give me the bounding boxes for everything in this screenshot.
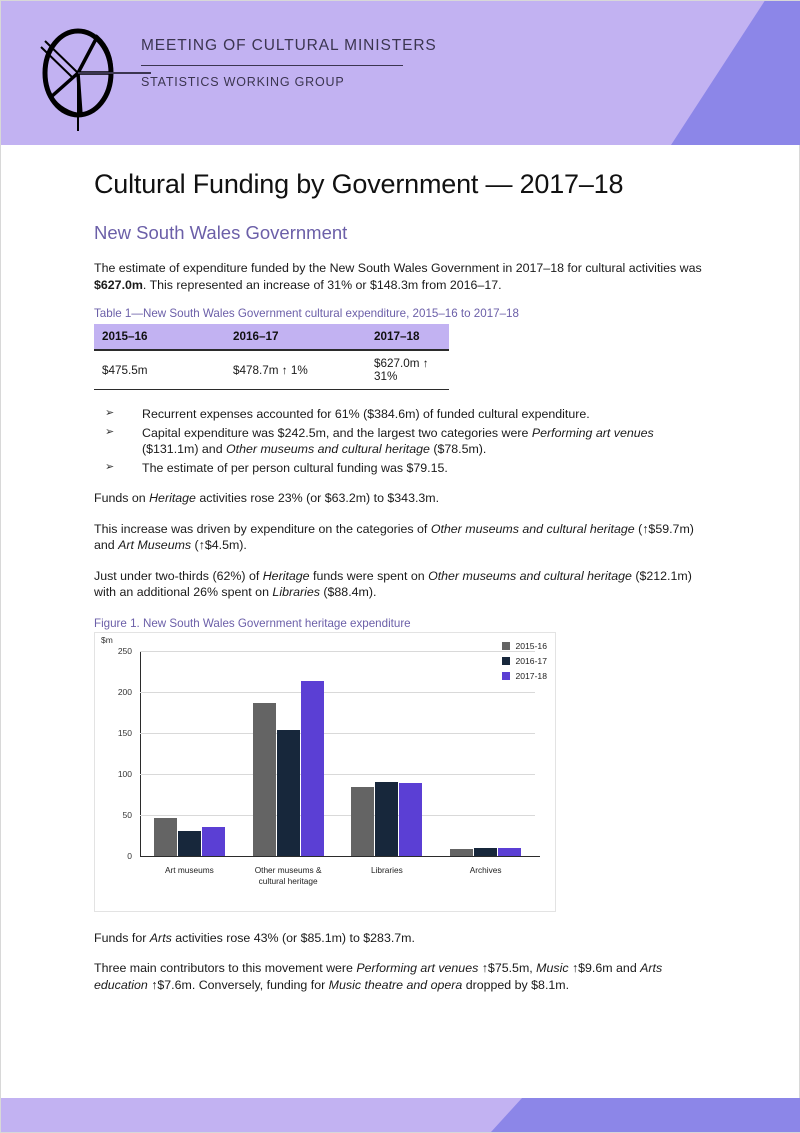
list-item	[94, 425, 708, 458]
chart-bar-group	[351, 782, 422, 856]
expenditure-table	[94, 324, 449, 390]
pre-chart-2-seg-0: Just under two-thirds (62%) of	[94, 568, 263, 583]
brand-line-statistics-working-group: STATISTICS WORKING GROUP	[141, 75, 345, 89]
table-cell-2016-17: $478.7m ↑ 1%	[225, 350, 366, 390]
chart-bar	[178, 831, 201, 856]
pre-chart-1-seg-2: (↑$59.7m) and	[94, 521, 694, 552]
chart-plot-area	[117, 645, 535, 886]
page-header	[1, 1, 800, 145]
organisation-branding	[141, 37, 561, 89]
pre-chart-0-seg-2: activities rose 23% (or $63.2m) to $343.3m.	[195, 491, 440, 505]
page-title: Cultural Funding by Government — 2017–18	[94, 169, 624, 199]
chart-x-tick-label: Archives	[469, 864, 502, 875]
bullet-arrow-icon: ➢	[105, 425, 115, 438]
pre-chart-paragraph	[94, 490, 708, 507]
chart-bar	[202, 827, 225, 856]
post-chart-1-seg-4: ↑$9.6m and	[568, 961, 641, 975]
pre-chart-paragraph	[94, 521, 708, 554]
brand-line-meeting-of-cultural-ministers: MEETING OF CULTURAL MINISTERS	[141, 37, 437, 54]
post-chart-1-seg-7: Music theatre and opera	[328, 977, 463, 992]
pre-chart-1-seg-1: Other museums and cultural heritage	[430, 521, 635, 536]
chart-x-tick-label: Art museums	[164, 864, 214, 875]
chart-y-tick-label: 200	[117, 686, 132, 697]
section-title: New South Wales Government	[94, 222, 348, 243]
post-chart-1-seg-5: Arts education	[94, 961, 663, 992]
chart-gridline	[140, 774, 535, 775]
header-diagonal-wedge	[671, 1, 800, 145]
chart-gridline	[140, 651, 535, 652]
chart-bar	[474, 848, 497, 855]
table-header-2016-17: 2016–17	[225, 324, 366, 350]
pre-chart-1-seg-4: (↑$4.5m).	[191, 538, 247, 552]
pre-chart-0-seg-1: Heritage	[149, 491, 196, 505]
pre-chart-2-seg-2: funds were spent on	[309, 568, 429, 583]
pre-chart-2-seg-6: ($88.4m).	[319, 585, 377, 599]
table-cell-2015-16: $475.5m	[94, 350, 225, 390]
post-chart-1-seg-8: dropped by $8.1m.	[462, 977, 570, 992]
post-chart-paragraph	[94, 930, 708, 947]
heritage-expenditure-chart	[94, 632, 556, 912]
chart-gridline	[140, 733, 535, 734]
pre-chart-0-seg-0: Funds on	[94, 491, 150, 505]
bullet-2-seg-0: The estimate of per person cultural funding was $79.15.	[142, 460, 448, 475]
legend-label: 2016-17	[515, 655, 547, 666]
bullet-1-seg-2: ($131.1m) and	[142, 442, 227, 456]
post-chart-1-seg-1: Performing art venues	[356, 961, 479, 975]
bullet-1-seg-3: Other museums and cultural heritage	[226, 442, 430, 456]
post-chart-1-seg-2: ↑$75.5m,	[478, 961, 537, 975]
chart-bar-group	[253, 681, 324, 856]
chart-bar	[498, 848, 521, 855]
pre-chart-2-seg-5: Libraries	[272, 585, 320, 599]
post-chart-1-seg-6: ↑$7.6m. Conversely, funding for	[147, 977, 329, 992]
chart-bar	[399, 783, 422, 856]
table-header-row	[94, 324, 449, 350]
list-item	[94, 460, 708, 477]
chart-x-tick-label: Libraries	[370, 864, 403, 875]
pre-chart-paragraphs	[94, 490, 708, 601]
post-chart-0-seg-2: activities rose 43% (or $85.1m) to $283.7m.	[171, 930, 415, 945]
post-chart-0-seg-1: Arts	[149, 930, 172, 945]
chart-gridline	[140, 692, 535, 693]
chart-legend-item	[502, 641, 547, 651]
bullet-1-seg-4: ($78.5m).	[429, 442, 487, 456]
intro-text-part2: . This represented an increase of 31% or $148.3m from 2016–17.	[142, 277, 502, 292]
pre-chart-1-seg-0: This increase was driven by expenditure on the categories of	[94, 521, 431, 536]
chart-y-tick-label: 100	[117, 768, 132, 779]
legend-label: 2017-18	[515, 670, 547, 681]
chart-y-axis	[140, 651, 141, 856]
chart-bar-group	[450, 848, 521, 855]
chart-y-axis-unit: $m	[101, 634, 113, 645]
chart-x-axis	[140, 856, 540, 858]
chart-y-tick-label: 50	[122, 809, 132, 820]
mcm-pie-chart-logo	[31, 23, 151, 133]
table-cell-2017-18: $627.0m ↑ 31%	[366, 350, 449, 390]
bullet-1-seg-1: Performing art venues	[531, 425, 654, 440]
chart-bar	[301, 681, 324, 856]
bullet-arrow-icon: ➢	[105, 460, 115, 473]
intro-highlight-amount: $627.0m	[94, 277, 143, 292]
legend-swatch-icon	[502, 642, 510, 650]
chart-gridline	[140, 815, 535, 816]
chart-x-tick-label: Other museums & cultural heritage	[254, 864, 322, 886]
chart-y-tick-label: 150	[117, 727, 132, 738]
legend-label: 2015-16	[515, 640, 547, 651]
figure-caption: Figure 1. New South Wales Government heritage expenditure	[94, 616, 411, 630]
post-chart-1-seg-0: Three main contributors to this movement were	[94, 961, 357, 975]
list-item	[94, 406, 708, 423]
pre-chart-2-seg-1: Heritage	[262, 568, 310, 583]
page-footer	[1, 1098, 800, 1132]
chart-bar	[375, 782, 398, 856]
footer-diagonal-wedge	[491, 1098, 800, 1132]
pre-chart-2-seg-4: ($212.1m) with an additional 26% spent on	[94, 568, 692, 599]
post-chart-paragraph	[94, 960, 708, 993]
brand-divider	[141, 65, 403, 66]
chart-bar	[253, 703, 276, 856]
pre-chart-paragraph	[94, 568, 708, 601]
post-chart-0-seg-0: Funds for	[94, 930, 150, 945]
pre-chart-1-seg-3: Art Museums	[118, 538, 192, 552]
bullet-1-seg-0: Capital expenditure was $242.5m, and the largest two categories were	[142, 425, 532, 440]
document-body	[94, 169, 708, 1007]
key-points-list	[94, 406, 708, 476]
chart-bar-group	[154, 818, 225, 856]
post-chart-1-seg-3: Music	[536, 961, 569, 975]
chart-y-tick-label: 250	[117, 645, 132, 656]
bullet-arrow-icon: ➢	[105, 407, 115, 419]
chart-bar	[450, 849, 473, 856]
table-row	[94, 350, 449, 390]
table-header-2017-18: 2017–18	[366, 324, 449, 350]
chart-bar	[154, 818, 177, 856]
pre-chart-2-seg-3: Other museums and cultural heritage	[428, 568, 632, 583]
table-caption: Table 1—New South Wales Government cultural expenditure, 2015–16 to 2017–18	[94, 307, 519, 320]
intro-text-part1: The estimate of expenditure funded by the New South Wales Government in 2017–18 for cultural activities was	[94, 261, 702, 275]
post-chart-paragraphs	[94, 930, 708, 994]
bullet-0-seg-0: Recurrent expenses accounted for 61% ($384.6m) of funded cultural expenditure.	[142, 407, 590, 421]
intro-paragraph	[94, 260, 708, 293]
chart-bar	[351, 787, 374, 856]
table-header-2015-16: 2015–16	[94, 324, 225, 350]
chart-y-tick-label: 0	[127, 850, 132, 861]
chart-bar	[277, 730, 300, 855]
